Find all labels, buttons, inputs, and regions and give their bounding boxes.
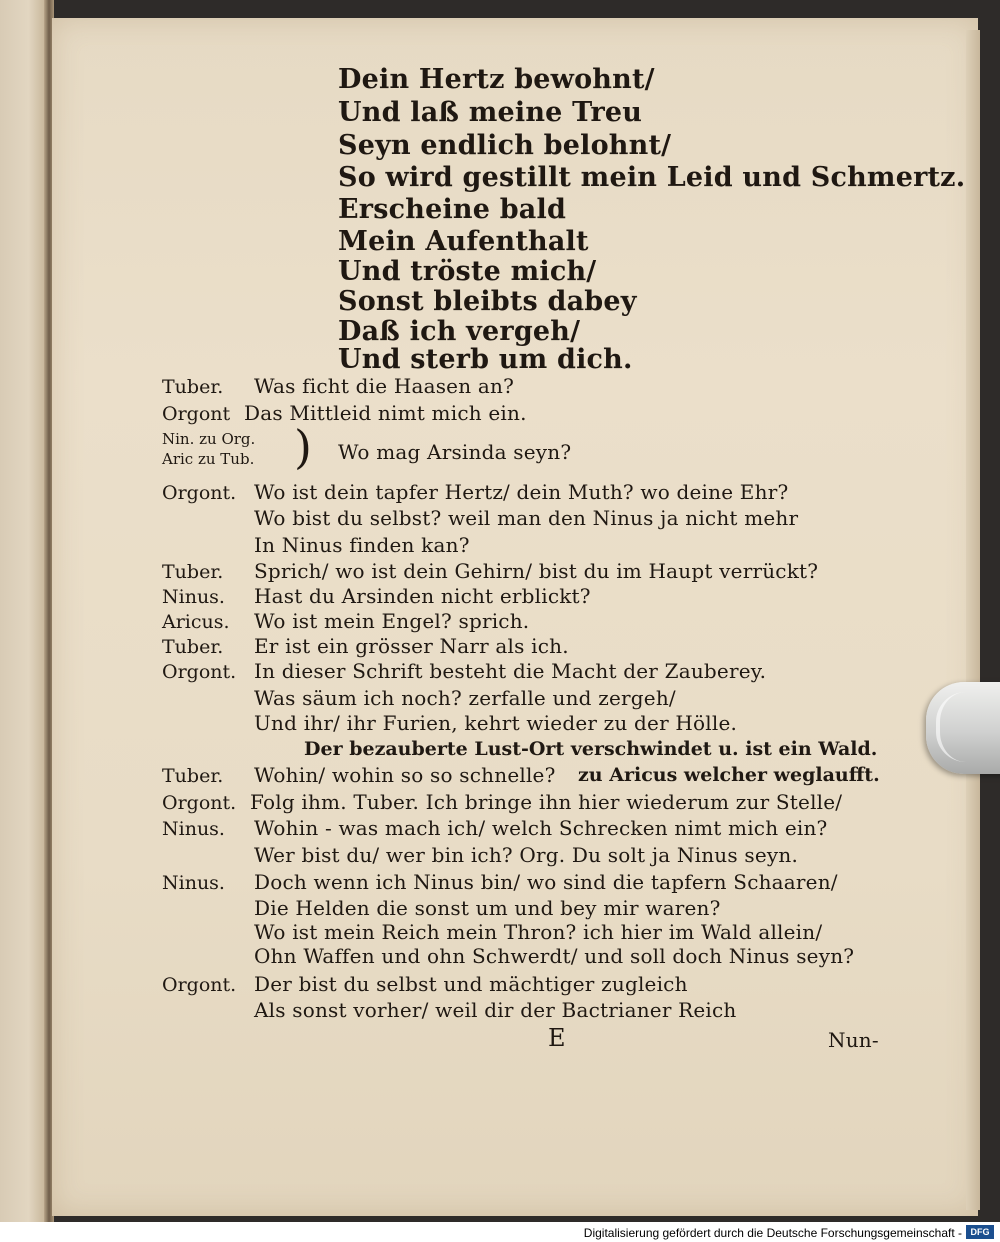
speaker-name: Orgont. — [162, 792, 237, 814]
verse-line: So wird gestillt mein Leid und Schmertz. — [338, 162, 966, 193]
dialogue-line: Wo ist mein Reich mein Thron? ich hier im Wald allein/ — [254, 920, 823, 944]
dialogue-line: Folg ihm. Tuber. Ich bringe ihn hier wiederum zur Stelle/ — [250, 790, 843, 814]
dialogue-line: Ohn Waffen und ohn Schwerdt/ und soll doch Ninus seyn? — [254, 944, 855, 968]
stage-aside: zu Aricus welcher weglaufft. — [578, 764, 880, 786]
dialogue-line: Wer bist du/ wer bin ich? Org. Du solt ja Ninus seyn. — [254, 843, 799, 867]
dialogue-line: Sprich/ wo ist dein Gehirn/ bist du im Haupt verrückt? — [254, 559, 819, 583]
speaker-name: Tuber. — [162, 561, 224, 583]
speaker-name: Aricus. — [162, 611, 230, 633]
verse-line: Seyn endlich belohnt/ — [338, 130, 672, 161]
dialogue-line: Wohin - was mach ich/ welch Schrecken nimt mich ein? — [254, 816, 828, 840]
speaker-name: Tuber. — [162, 765, 224, 787]
dialogue-line: Als sonst vorher/ weil dir der Bactrianer Reich — [254, 998, 737, 1022]
verse-line: Mein Aufenthalt — [338, 226, 589, 257]
speaker-name: Orgont — [162, 403, 231, 425]
dialogue-line: Doch wenn ich Ninus bin/ wo sind die tapfern Schaaren/ — [254, 870, 838, 894]
stage-direction: Der bezauberte Lust-Ort verschwindet u. ist ein Wald. — [304, 738, 878, 760]
dialogue-line: Wo bist du selbst? weil man den Ninus ja nicht mehr — [254, 506, 799, 530]
footer-credit: Digitalisierung gefördert durch die Deutsche Forschungsgemeinschaft - — [583, 1226, 962, 1240]
verse-line: Und sterb um dich. — [338, 344, 633, 375]
speaker-name: Ninus. — [162, 586, 225, 608]
dialogue-line: Wo mag Arsinda seyn? — [338, 440, 572, 464]
speaker-name: Ninus. — [162, 872, 225, 894]
speaker-name: Tuber. — [162, 376, 224, 398]
dialogue-line: In Ninus finden kan? — [254, 533, 470, 557]
verse-line: Sonst bleibts dabey — [338, 286, 637, 317]
speaker-name: Orgont. — [162, 974, 237, 996]
speaker-brace: ) — [294, 420, 312, 474]
dialogue-line: Er ist ein grösser Narr als ich. — [254, 634, 569, 658]
dialogue-line: Und ihr/ ihr Furien, kehrt wieder zu der Hölle. — [254, 711, 738, 735]
dialogue-line: Hast du Arsinden nicht erblickt? — [254, 584, 591, 608]
page-clip-tab — [926, 682, 1000, 774]
dialogue-line: Wo ist dein tapfer Hertz/ dein Muth? wo deine Ehr? — [254, 480, 789, 504]
verse-line: Und laß meine Treu — [338, 97, 643, 128]
joint-speaker: Aric zu Tub. — [162, 450, 255, 468]
dialogue-line: Der bist du selbst und mächtiger zugleich — [254, 972, 688, 996]
page-edge-right — [966, 30, 980, 1210]
dialogue-line: Die Helden die sonst um und bey mir waren? — [254, 896, 721, 920]
catchword: Nun- — [828, 1028, 879, 1052]
dialogue-line: Was ficht die Haasen an? — [254, 374, 514, 398]
verse-line: Und tröste mich/ — [338, 256, 597, 287]
speaker-name: Ninus. — [162, 818, 225, 840]
dialogue-line: Was säum ich noch? zerfalle und zergeh/ — [254, 686, 676, 710]
speaker-name: Orgont. — [162, 661, 237, 683]
dfg-logo-icon: DFG — [966, 1225, 994, 1239]
dialogue-line: Wo ist mein Engel? sprich. — [254, 609, 530, 633]
verse-line: Daß ich vergeh/ — [338, 316, 581, 347]
verse-line: Dein Hertz bewohnt/ — [338, 64, 655, 95]
joint-speaker: Nin. zu Org. — [162, 430, 256, 448]
dialogue-line: Wohin/ wohin so so schnelle? — [254, 763, 556, 787]
dialogue-line: In dieser Schrift besteht die Macht der Zauberey. — [254, 659, 767, 683]
speaker-name: Tuber. — [162, 636, 224, 658]
speaker-name: Orgont. — [162, 482, 237, 504]
verse-line: Erscheine bald — [338, 194, 567, 225]
signature-mark: E — [548, 1024, 566, 1052]
dialogue-line: Das Mittleid nimt mich ein. — [244, 401, 527, 425]
